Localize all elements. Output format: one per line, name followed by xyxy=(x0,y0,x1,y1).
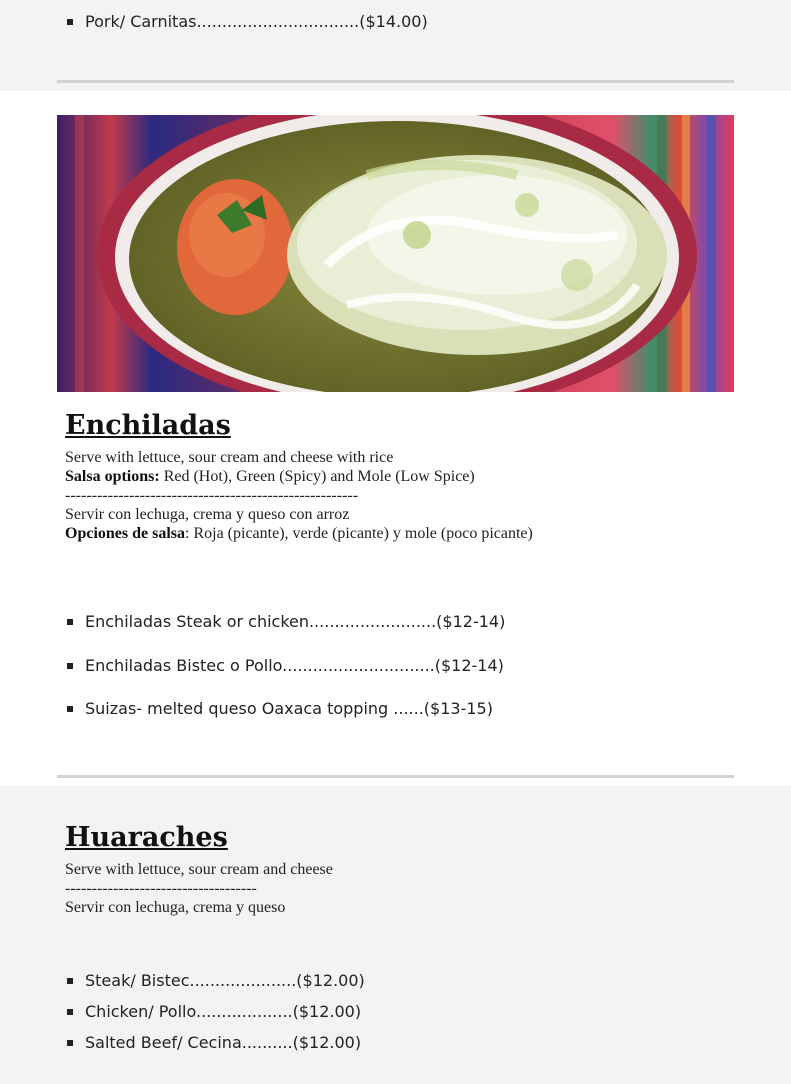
list-item: Enchiladas Steak or chicken.........................($12-14) xyxy=(65,612,505,631)
text-divider: ------------------------------------ xyxy=(65,880,257,897)
huaraches-item-list xyxy=(65,971,365,1052)
enchiladas-photo xyxy=(57,115,734,392)
huaraches-description xyxy=(65,860,333,917)
enchiladas-description xyxy=(65,448,533,543)
text-divider: ------------------------------------------------------- xyxy=(65,487,359,504)
salsa-options-text: Red (Hot), Green (Spicy) and Mole (Low Spice) xyxy=(159,468,475,485)
list-item: Chicken/ Pollo...................($12.00) xyxy=(65,1002,365,1021)
list-item: Enchiladas Bistec o Pollo..............................($12-14) xyxy=(65,656,505,675)
huaraches-desc-spanish: Servir con lechuga, crema y queso xyxy=(65,899,286,916)
list-item: Steak/ Bistec.....................($12.00) xyxy=(65,971,365,990)
section-divider xyxy=(57,80,734,83)
opciones-salsa-label: Opciones de salsa xyxy=(65,525,186,542)
salsa-options-label: Salsa options: xyxy=(65,468,160,485)
enchiladas-title: Enchiladas xyxy=(65,410,231,441)
enchiladas-desc-spanish: Servir con lechuga, crema y queso con arroz xyxy=(65,506,350,523)
enchiladas-salsa-english xyxy=(65,467,533,486)
section-divider xyxy=(57,775,734,778)
list-item: Suizas- melted queso Oaxaca topping ......($13-15) xyxy=(65,699,505,718)
list-item: Pork/ Carnitas................................($14.00) xyxy=(65,12,428,31)
huaraches-title: Huaraches xyxy=(65,822,228,853)
top-item-list xyxy=(65,12,428,31)
enchiladas-plate-image xyxy=(57,115,734,392)
huaraches-desc-english: Serve with lettuce, sour cream and cheese xyxy=(65,861,333,878)
opciones-salsa-text: : Roja (picante), verde (picante) y mole (poco picante) xyxy=(185,525,533,542)
list-item: Salted Beef/ Cecina..........($12.00) xyxy=(65,1033,365,1052)
enchiladas-desc-english: Serve with lettuce, sour cream and cheese with rice xyxy=(65,449,394,466)
enchiladas-item-list xyxy=(65,612,505,718)
top-menu-section xyxy=(0,0,791,91)
enchiladas-salsa-spanish xyxy=(65,524,533,543)
